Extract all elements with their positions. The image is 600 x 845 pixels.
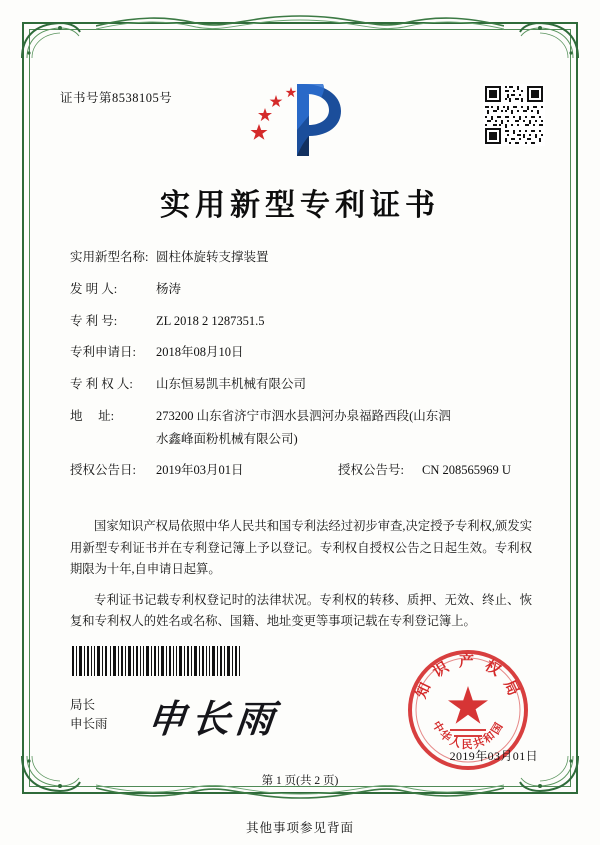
svg-text:中华人民共和国: 中华人民共和国 <box>429 719 507 751</box>
field-row-address <box>70 407 540 426</box>
field-list <box>70 248 540 493</box>
svg-text:知 识 产 权 局: 知 识 产 权 局 <box>413 654 523 702</box>
bottom-note: 其他事项参见背面 <box>245 821 354 835</box>
signature-title-line2: 申长雨 <box>70 717 108 732</box>
field-value: 2018年08月10日 <box>156 345 244 360</box>
field-label: 专 利 号: <box>70 313 118 328</box>
field-row-patent-number <box>70 312 540 331</box>
field-label: 发 明 人: <box>70 281 118 296</box>
field-row-patentee <box>70 375 540 394</box>
field-label-grant-number: 授权公告号: <box>338 463 404 478</box>
field-value: 山东恒易凯丰机械有限公司 <box>156 377 307 391</box>
qr-code-icon <box>483 84 545 146</box>
handwritten-signature: 申长雨 <box>145 699 282 741</box>
field-label: 专利申请日: <box>70 345 136 360</box>
field-row-application-date <box>70 343 540 362</box>
field-row-grant-publication <box>70 461 540 480</box>
page-title: 实用新型专利证书 <box>160 189 440 222</box>
field-label-grant-date: 授权公告日: <box>70 463 136 478</box>
legal-text <box>70 516 532 642</box>
page-number: 第 1 页(共 2 页) <box>261 775 339 787</box>
paragraph-2: 专利证书记载专利权登记时的法律状况。专利权的转移、质押、无效、终止、恢复和专利权人的姓名或名称、国籍、地址变更等事项记载在专利登记簿上。 <box>70 592 532 629</box>
cnipa-logo-icon <box>245 78 355 160</box>
seal-date: 2019年03月01日 <box>449 749 538 763</box>
field-row-inventor <box>70 280 540 299</box>
field-value-grant-number: CN 208565969 U <box>422 463 511 478</box>
certificate-number: 证书号第8538105号 <box>60 91 173 105</box>
field-value: 杨涛 <box>156 281 182 296</box>
signature-title-line1: 局长 <box>70 698 96 712</box>
field-value-address-continuation: 水鑫峰面粉机械有限公司) <box>156 431 298 446</box>
field-value-grant-date: 2019年03月01日 <box>156 463 244 478</box>
field-label: 实用新型名称: <box>70 250 149 264</box>
signature-title <box>70 696 108 735</box>
border-ornament-top <box>96 14 504 30</box>
barcode-icon <box>72 646 242 676</box>
field-label: 专 利 权 人: <box>70 377 133 391</box>
field-row-utility-model-name <box>70 248 540 267</box>
field-value: 273200 山东省济宁市泗水县泗河办泉福路西段(山东泗 <box>156 408 451 423</box>
field-value: 圆柱体旋转支撑装置 <box>156 250 269 264</box>
field-value: ZL 2018 2 1287351.5 <box>156 313 265 328</box>
field-label: 地 址: <box>70 408 115 423</box>
paragraph-1: 国家知识产权局依照中华人民共和国专利法经过初步审查,决定授予专利权,颁发实用新型专利证书并在专利登记簿上予以登记。专利权自授权公告之日起生效。专利权期限为十年,自申请日起算。 <box>70 519 532 577</box>
